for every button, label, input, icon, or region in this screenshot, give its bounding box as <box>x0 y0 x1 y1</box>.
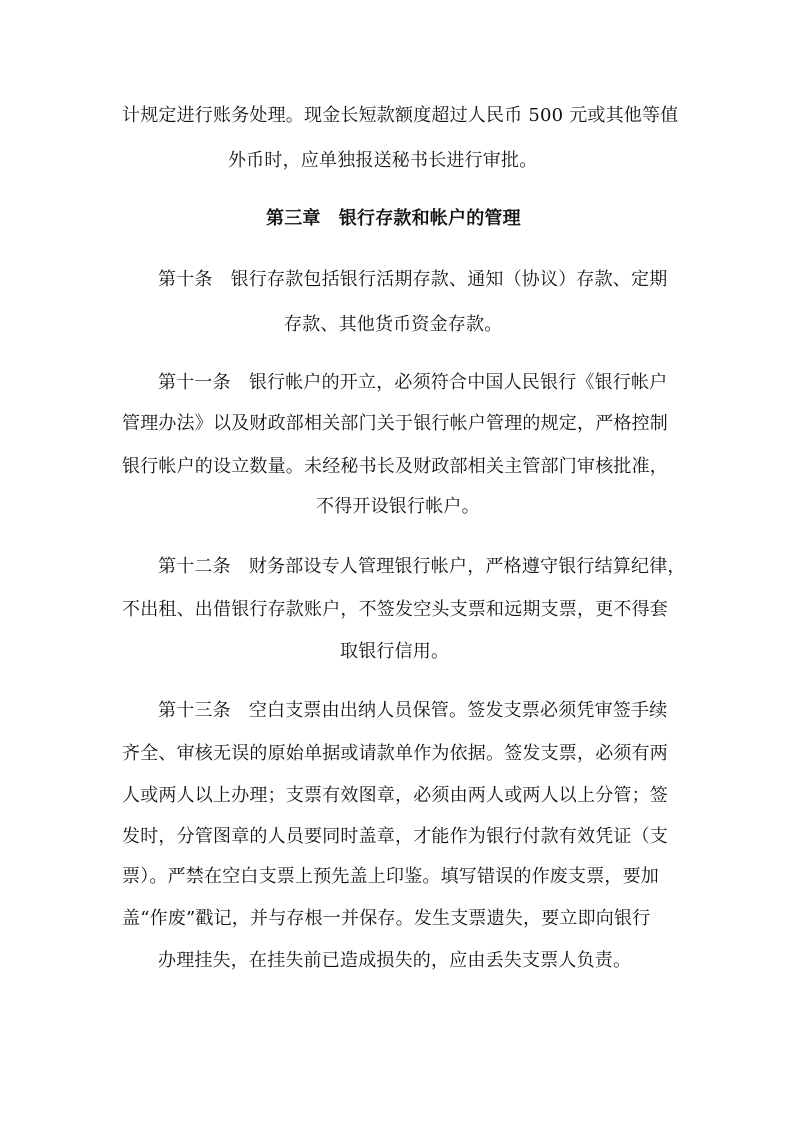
article-13-line-5: 票）。严禁在空白支票上预先盖上印鉴。填写错误的作废支票，要加 <box>122 866 659 887</box>
article-13-line-6: 盖“作废”戳记，并与存根一并保存。发生支票遗失，要立即向银行 <box>122 908 651 929</box>
article-12-line-2: 不出租、出借银行存款账户，不签发空头支票和远期支票，更不得套 <box>122 599 668 620</box>
article-11-line-3: 银行帐户的设立数量。未经秘书长及财政部相关主管部门审核批准， <box>122 456 668 477</box>
article-11-line-2: 管理办法》以及财政部相关部门关于银行帐户管理的规定，严格控制 <box>122 413 668 434</box>
article-11-label: 第十一条 <box>158 372 231 393</box>
chapter-3-heading: 第三章 银行存款和帐户的管理 <box>266 208 521 229</box>
article-13-line-1 <box>158 699 667 723</box>
article-10-line-1 <box>158 268 667 292</box>
fragment-line-1: 计规定进行账务处理。现金长短款额度超过人民币 500 元或其他等值 <box>122 105 679 126</box>
article-13-line-7: 办理挂失，在挂失前已造成损失的，应由丢失支票人负责。 <box>158 950 632 971</box>
article-13-label: 第十三条 <box>158 700 231 721</box>
article-11-line-1 <box>158 371 667 395</box>
article-13-line-4: 发时，分管图章的人员要同时盖章，才能作为银行付款有效凭证（支 <box>122 826 668 847</box>
article-12-label: 第十二条 <box>158 556 231 577</box>
article-13-line-3: 人或两人以上办理；支票有效图章，必须由两人或两人以上分管；签 <box>122 785 668 806</box>
article-11-text-1: 银行帐户的开立，必须符合中国人民银行《银行帐户 <box>248 372 668 393</box>
article-12-line-3: 取银行信用。 <box>340 641 450 662</box>
article-13-text-1: 空白支票由出纳人员保管。签发支票必须凭审签手续 <box>248 700 668 721</box>
article-10-label: 第十条 <box>158 269 213 290</box>
article-12-text-1: 财务部设专人管理银行帐户，严格遵守银行结算纪律， <box>248 556 686 577</box>
article-13-line-2: 齐全、审核无误的原始单据或请款单作为依据。签发支票，必须有两 <box>122 743 668 764</box>
article-12-line-1 <box>158 555 686 579</box>
article-10-text-1: 银行存款包括银行活期存款、通知（协议）存款、定期 <box>230 269 668 290</box>
article-11-line-4: 不得开设银行帐户。 <box>316 496 480 517</box>
fragment-line-2: 外币时，应单独报送秘书长进行审批。 <box>228 150 538 171</box>
article-10-line-2: 存款、其他货币资金存款。 <box>284 314 503 335</box>
